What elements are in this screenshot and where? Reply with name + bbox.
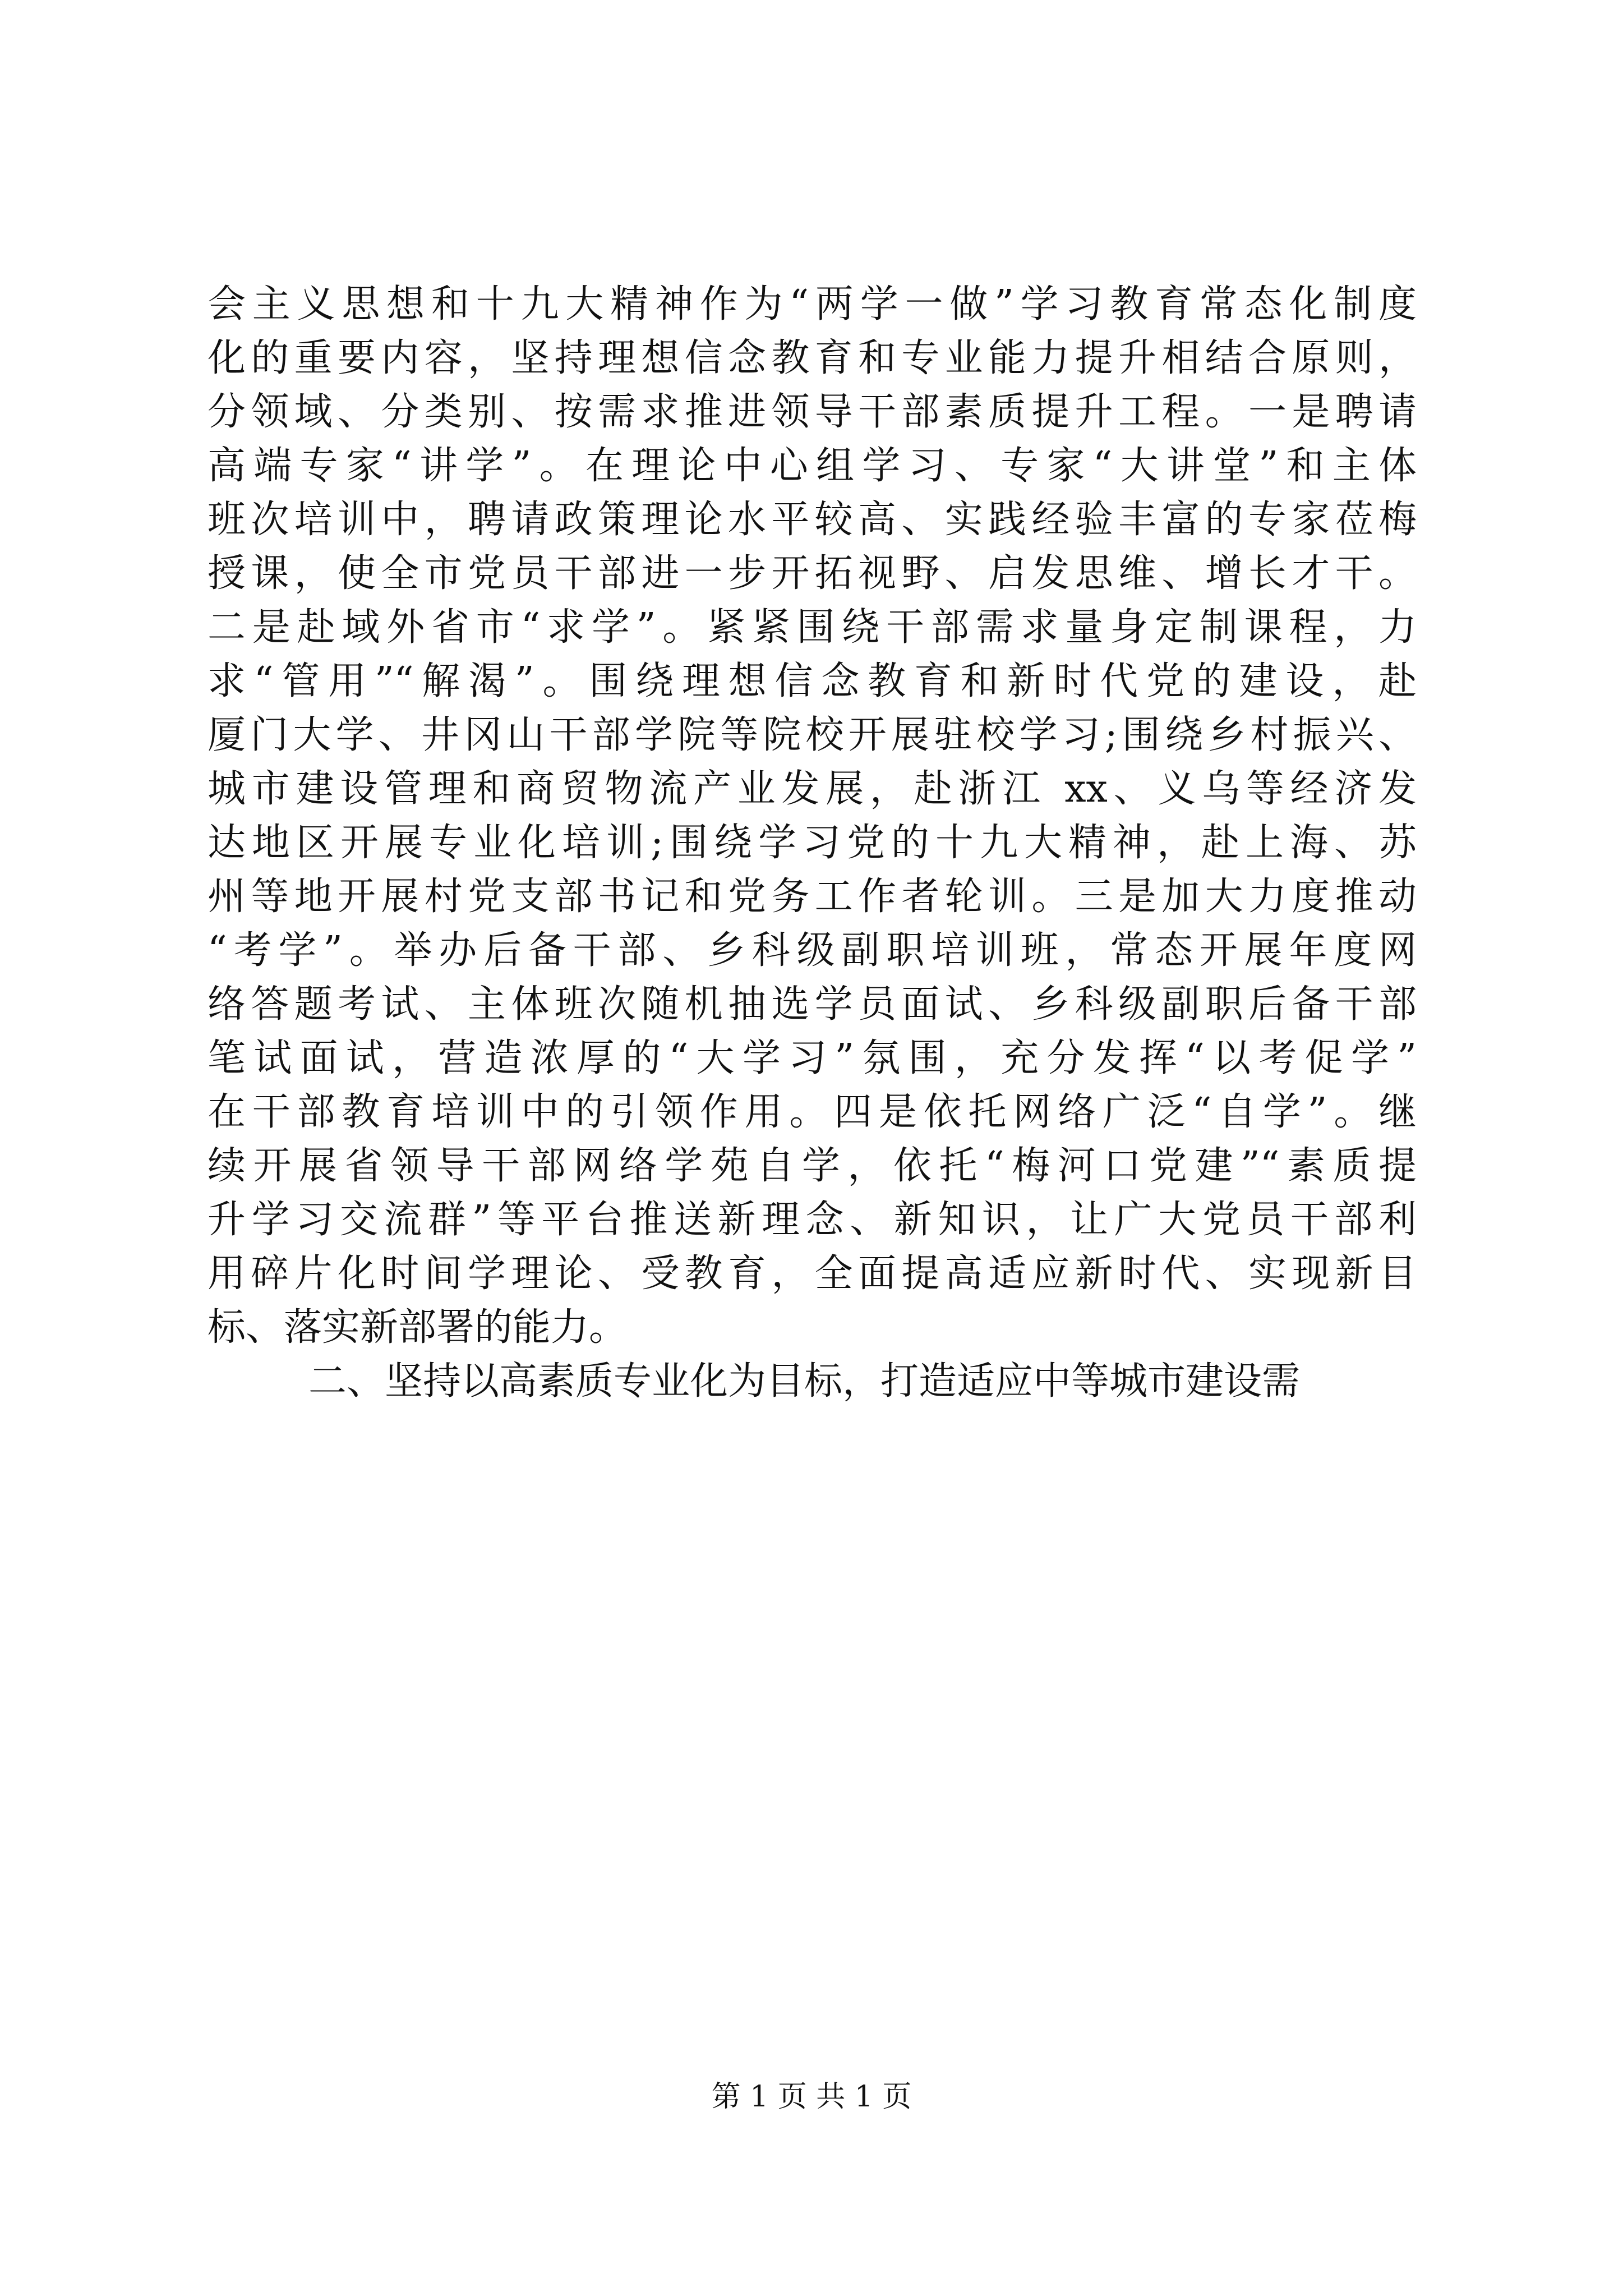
text-line: 标、落实新部署的能力。 xyxy=(208,1305,628,1350)
page-footer: 第 1 页 共 1 页 xyxy=(711,2080,912,2114)
text-line: 二是赴域外省市“求学”。紧紧围绕干部需求量身定制课程，力 xyxy=(208,605,1417,650)
text-line: 络答题考试、主体班次随机抽选学员面试、乡科级副职后备干部 xyxy=(208,982,1417,1027)
text-line: 升学习交流群”等平台推送新理念、新知识，让广大党员干部利 xyxy=(208,1198,1417,1242)
text-line: 求“管用”“解渴”。围绕理想信念教育和新时代党的建设，赴 xyxy=(208,659,1417,703)
text-line: 授课，使全市党员干部进一步开拓视野、启发思维、增长才干。 xyxy=(208,551,1417,596)
text-line: “考学”。举办后备干部、乡科级副职培训班，常态开展年度网 xyxy=(208,928,1417,973)
text-line: 州等地开展村党支部书记和党务工作者轮训。三是加大力度推动 xyxy=(208,875,1417,919)
text-line: 城市建设管理和商贸物流产业发展，赴浙江 xx、义乌等经济发 xyxy=(208,767,1417,811)
text-line: 达地区开展专业化培训;围绕学习党的十九大精神，赴上海、苏 xyxy=(208,821,1417,865)
text-line: 用碎片化时间学理论、受教育，全面提高适应新时代、实现新目 xyxy=(208,1251,1417,1296)
text-line: 厦门大学、井冈山干部学院等院校开展驻校学习;围绕乡村振兴、 xyxy=(208,713,1417,757)
text-line: 化的重要内容，坚持理想信念教育和专业能力提升相结合原则， xyxy=(208,336,1417,380)
text-line: 高端专家“讲学”。在理论中心组学习、专家“大讲堂”和主体 xyxy=(208,444,1417,488)
text-line: 分领域、分类别、按需求推进领导干部素质提升工程。一是聘请 xyxy=(208,390,1417,434)
text-line: 笔试面试，营造浓厚的“大学习”氛围，充分发挥“以考促学” xyxy=(208,1036,1417,1080)
text-line: 会主义思想和十九大精神作为“两学一做”学习教育常态化制度 xyxy=(208,282,1417,326)
text-line: 班次培训中，聘请政策理论水平较高、实践经验丰富的专家莅梅 xyxy=(208,498,1417,542)
text-line: 续开展省领导干部网络学苑自学，依托“梅河口党建”“素质提 xyxy=(208,1144,1417,1188)
section-heading: 二、坚持以高素质专业化为目标，打造适应中等城市建设需 xyxy=(308,1359,1301,1404)
text-line: 在干部教育培训中的引领作用。四是依托网络广泛“自学”。继 xyxy=(208,1090,1417,1134)
document-body xyxy=(208,278,1417,1409)
